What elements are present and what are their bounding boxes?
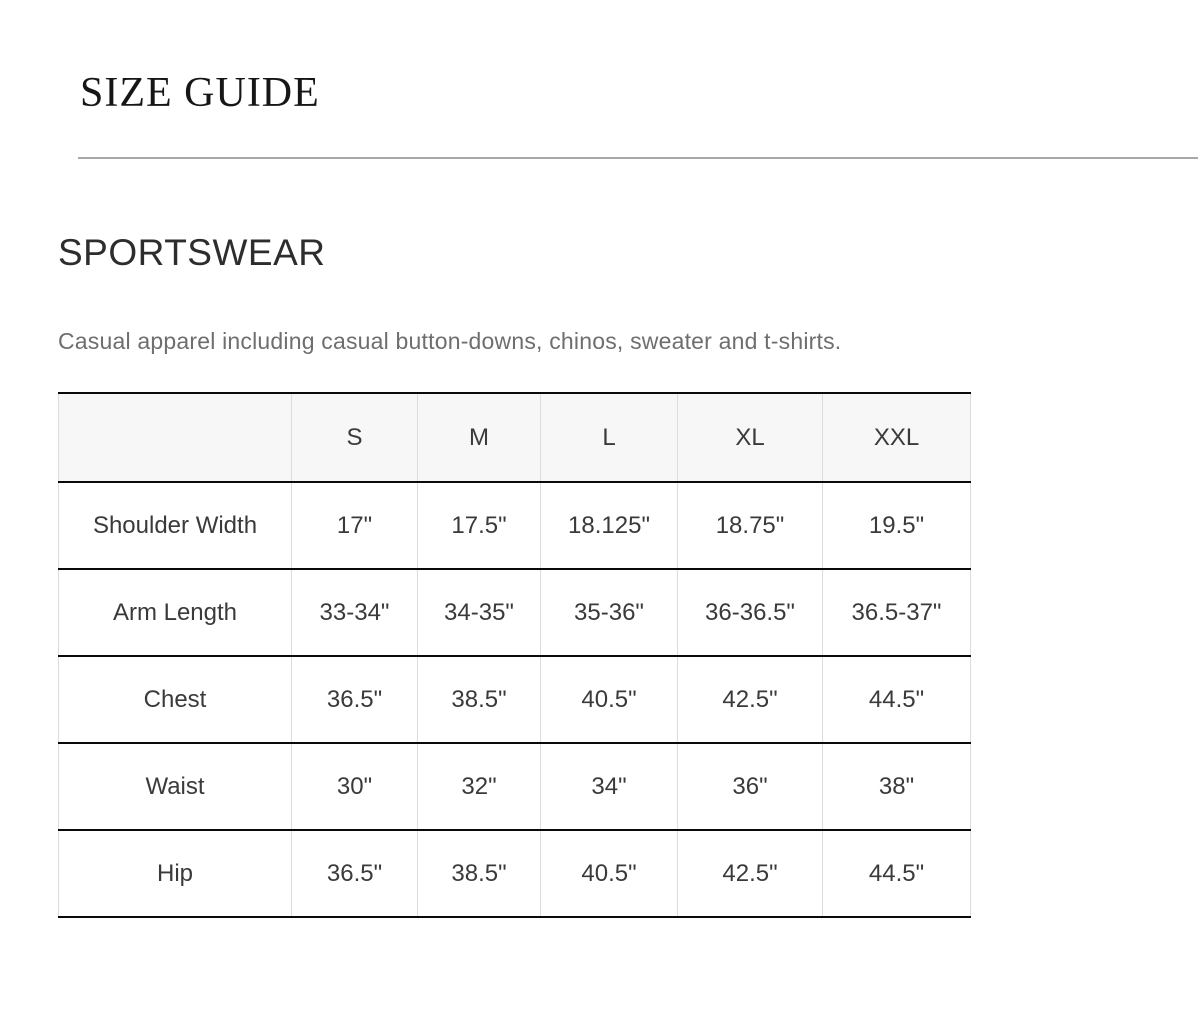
size-table-container (58, 392, 971, 918)
size-table-head (59, 393, 971, 482)
size-cell: 38" (823, 743, 971, 830)
size-cell: 18.75" (678, 482, 823, 569)
table-row-shoulder-width (59, 482, 971, 569)
size-cell: 36.5" (292, 656, 418, 743)
row-label: Hip (59, 830, 292, 917)
size-table (58, 392, 971, 918)
section-description: Casual apparel including casual button-downs, chinos, sweater and t-shirts. (58, 328, 842, 354)
size-cell: 40.5" (541, 830, 678, 917)
size-cell: 36.5" (292, 830, 418, 917)
size-cell: 19.5" (823, 482, 971, 569)
row-label: Arm Length (59, 569, 292, 656)
size-cell: 42.5" (678, 656, 823, 743)
size-cell: 17" (292, 482, 418, 569)
table-row-arm-length (59, 569, 971, 656)
size-cell: 30" (292, 743, 418, 830)
size-cell: 34" (541, 743, 678, 830)
size-cell: 36" (678, 743, 823, 830)
col-header-s: S (292, 393, 418, 482)
size-cell: 44.5" (823, 656, 971, 743)
size-cell: 33-34" (292, 569, 418, 656)
size-cell: 38.5" (418, 830, 541, 917)
size-cell: 34-35" (418, 569, 541, 656)
section-heading: SPORTSWEAR (58, 232, 326, 273)
row-label: Chest (59, 656, 292, 743)
table-row-chest (59, 656, 971, 743)
col-header-xl: XL (678, 393, 823, 482)
size-table-body (59, 482, 971, 917)
size-cell: 44.5" (823, 830, 971, 917)
size-cell: 18.125" (541, 482, 678, 569)
table-header-row (59, 393, 971, 482)
row-label: Waist (59, 743, 292, 830)
col-header-m: M (418, 393, 541, 482)
table-row-waist (59, 743, 971, 830)
size-cell: 32" (418, 743, 541, 830)
size-cell: 40.5" (541, 656, 678, 743)
col-header-empty (59, 393, 292, 482)
page-title: SIZE GUIDE (80, 70, 320, 116)
row-label: Shoulder Width (59, 482, 292, 569)
size-cell: 36.5-37" (823, 569, 971, 656)
size-cell: 42.5" (678, 830, 823, 917)
size-cell: 17.5" (418, 482, 541, 569)
col-header-l: L (541, 393, 678, 482)
size-cell: 36-36.5" (678, 569, 823, 656)
col-header-xxl: XXL (823, 393, 971, 482)
table-row-hip (59, 830, 971, 917)
size-cell: 35-36" (541, 569, 678, 656)
size-cell: 38.5" (418, 656, 541, 743)
title-divider (78, 157, 1198, 159)
